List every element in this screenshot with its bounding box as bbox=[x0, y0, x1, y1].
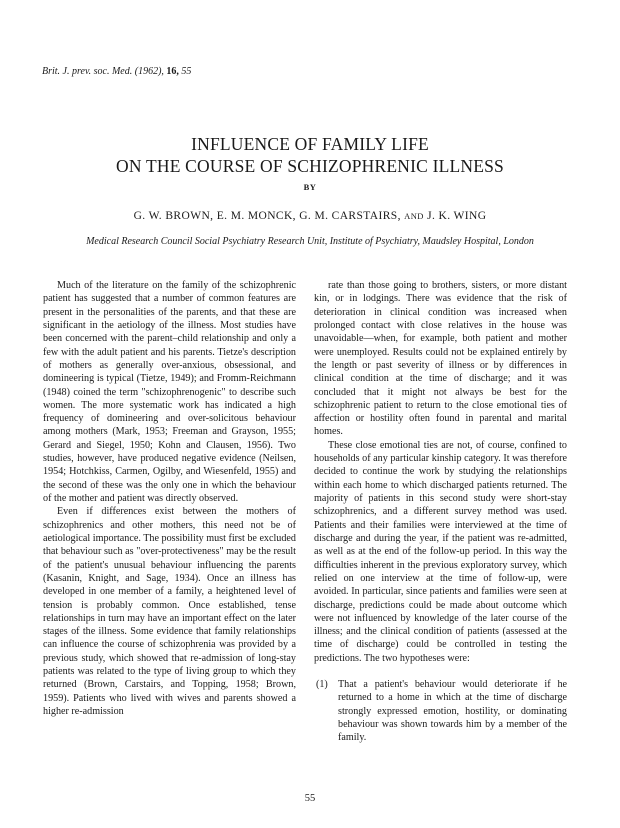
author-list bbox=[0, 210, 620, 222]
left-column bbox=[43, 279, 296, 718]
hypothesis-item bbox=[314, 678, 567, 745]
paragraph: Even if differences exist between the mothers of schizophrenics and other mothers, this need not be of aetiological importance. The possibility must first be excluded that behaviour such as "over-protectiveness" may be the result of the patient's unusual behaviour influencing the parents (Kasanin, Knight, and Sage, 1934). Once an illness has developed in one member of a family, a heightened level of tension is probably common. Once established, tense relationships in turn may have an important effect on the later stages of the illness. Some evidence that family relationships can influence the course of schizophrenia was provided by a previous study, which showed that re-admission of long-stay patients was related to the type of living group to which they returned (Brown, Carstairs, and Topping, 1958; Brown, 1959). Patients who lived with wives and parents showed a higher re-admission bbox=[43, 506, 296, 717]
paragraph: rate than those going to brothers, sisters, or more distant kin, or in lodgings. There was evidence that the risk of deterioration in clinical condition was increased when prolonged contact with close relatives in the house was unavoidable—when, for example, both patient and mother were unemployed. Results could not be explained entirely by the length or past severity of illness or by differences in clinical condition at the time of discharge; and it was concluded that it might not always be best for the schizophrenic patient to return to the close emotional ties of affection or hostility often found in parental and marital homes. bbox=[314, 280, 567, 438]
page-number: 55 bbox=[304, 793, 316, 804]
right-column bbox=[314, 279, 567, 745]
article-title-line-2: ON THE COURSE OF SCHIZOPHRENIC ILLNESS bbox=[116, 156, 504, 176]
author-names: G. W. BROWN, E. M. MONCK, G. M. CARSTAIRS, bbox=[133, 210, 401, 222]
author-last: J. K. WING bbox=[427, 210, 487, 222]
journal-page: 55 bbox=[181, 66, 192, 77]
author-conjunction: AND bbox=[404, 211, 424, 221]
byline: BY bbox=[303, 182, 317, 192]
paragraph: These close emotional ties are not, of course, confined to households of any particular kinship category. It was therefore decided to continue the work by studying the relationships within each home to which discharged patients returned. The majority of patients in this second study were short-stay schizophrenics, and a different survey method was used. Patients and their families were interviewed at the time of discharge and during the year, if the patient was re-admitted, as well as at the end of the follow-up period. In this way the difficulties inherent in the previous exploratory survey, which relied on one interview at the time of follow-up, were avoided. In particular, since patients and families were seen at discharge, predictions could be made about outcome which were not influenced by knowledge of the later course of the illness; and the clinical condition of patients (assessed at the time of discharge) could be controlled in testing the predictions. The two hypotheses were: bbox=[314, 439, 567, 664]
paragraph: Much of the literature on the family of the schizophrenic patient has suggested that a number of common features are present in the personalities of the parents, and that these are significant in the aetiology of the illness. Most studies have been concerned with the parent–child relationship and only a few with the adult patient and his parents. Tietze's description of mothers as generally over-anxious, obsessional, and domineering is typical (Tietze, 1949); and Fromm-Reichmann (1948) coined the term "schizophrenogenic" to describe such women. The more systematic work has indicated a high frequency of domineering and over-solicitous behaviour among mothers (Mark, 1953; Freeman and Grayson, 1955; Gerard and Siegel, 1950; Kohn and Clausen, 1956). Two studies, however, have produced negative evidence (Neilsen, 1954; Hotchkiss, Carmen, Ogilby, and Wiesenfeld, 1955) and the second of these was the only one in which the behaviour of the mother and patient was directly observed. bbox=[43, 280, 296, 504]
journal-year: (1962), bbox=[134, 66, 164, 77]
journal-volume: 16, bbox=[166, 66, 179, 77]
affiliation: Medical Research Council Social Psychiatry Research Unit, Institute of Psychiatry, Maudsley Hospital, London bbox=[86, 236, 534, 247]
hypothesis-number: (1) bbox=[316, 679, 328, 691]
article-title-line-1: INFLUENCE OF FAMILY LIFE bbox=[191, 134, 429, 154]
hypothesis-text: That a patient's behaviour would deteriorate if he returned to a home in which at the time of discharge strongly expressed emotion, hostility, or dominating behaviour was shown towards him by a member of the family. bbox=[338, 679, 567, 744]
journal-citation bbox=[42, 66, 191, 77]
journal-name: Brit. J. prev. soc. Med. bbox=[42, 66, 133, 77]
